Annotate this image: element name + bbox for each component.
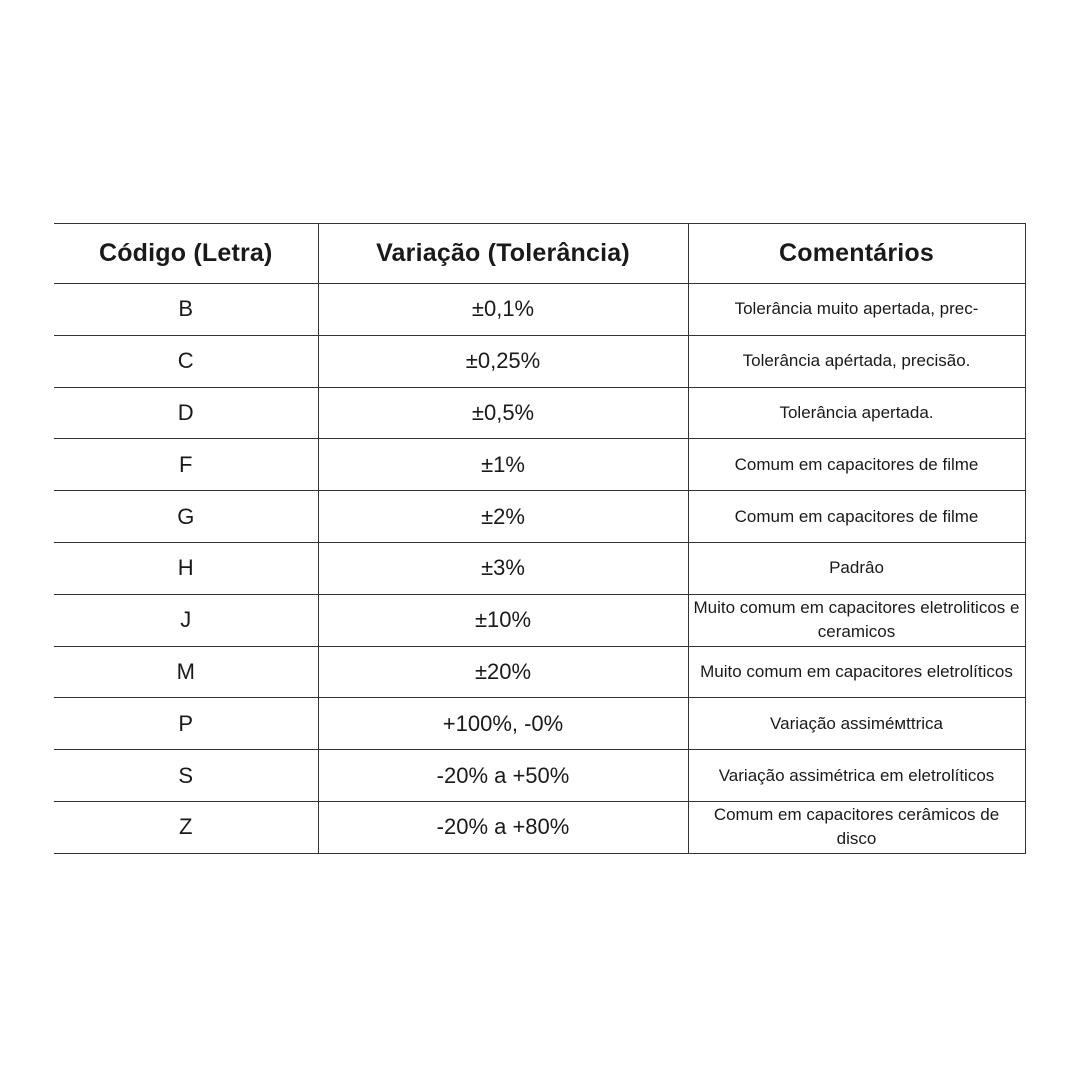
cell-variation: ±0,1% [318,284,688,336]
table-row [54,439,1025,491]
cell-comment: Comum em capacitores cerâmicos de disco [688,801,1025,853]
cell-variation: -20% a +80% [318,801,688,853]
cell-variation: ±1% [318,439,688,491]
cell-comment: Variação assimétrica em eletrolíticos [688,750,1025,802]
cell-comment: Padrâo [688,542,1025,594]
cell-variation: ±10% [318,594,688,646]
cell-comment: Muito comum em capacitores eletroliticos e ceramicos [688,594,1025,646]
cell-comment: Muito comum em capacitores eletrolíticos [688,646,1025,698]
cell-code: C [54,335,318,387]
cell-variation: ±0,25% [318,335,688,387]
table-row [54,801,1025,853]
header-variation: Variação (Tolerância) [318,224,688,284]
header-code: Código (Letra) [54,224,318,284]
cell-code: P [54,698,318,750]
table-row [54,387,1025,439]
cell-code: H [54,542,318,594]
table-row [54,284,1025,336]
table-row [54,646,1025,698]
cell-variation: ±2% [318,491,688,543]
cell-comment: Variação assiméмttrica [688,698,1025,750]
cell-code: B [54,284,318,336]
cell-comment: Comum em capacitores de filme [688,439,1025,491]
cell-code: S [54,750,318,802]
cell-code: F [54,439,318,491]
cell-variation: -20% a +50% [318,750,688,802]
table-row [54,594,1025,646]
cell-comment: Comum em capacitores de filme [688,491,1025,543]
cell-variation: ±20% [318,646,688,698]
table-row [54,698,1025,750]
cell-variation: +100%, -0% [318,698,688,750]
cell-comment: Tolerância apertada. [688,387,1025,439]
cell-variation: ±0,5% [318,387,688,439]
table-row [54,491,1025,543]
table-row [54,750,1025,802]
cell-comment: Tolerância muito apertada, prec- [688,284,1025,336]
cell-code: M [54,646,318,698]
cell-code: G [54,491,318,543]
tolerance-table [54,223,1026,854]
cell-variation: ±3% [318,542,688,594]
cell-code: D [54,387,318,439]
table-header-row [54,224,1025,284]
cell-code: J [54,594,318,646]
table-row [54,542,1025,594]
header-comments: Comentários [688,224,1025,284]
cell-comment: Tolerância apértada, precisão. [688,335,1025,387]
cell-code: Z [54,801,318,853]
table-row [54,335,1025,387]
